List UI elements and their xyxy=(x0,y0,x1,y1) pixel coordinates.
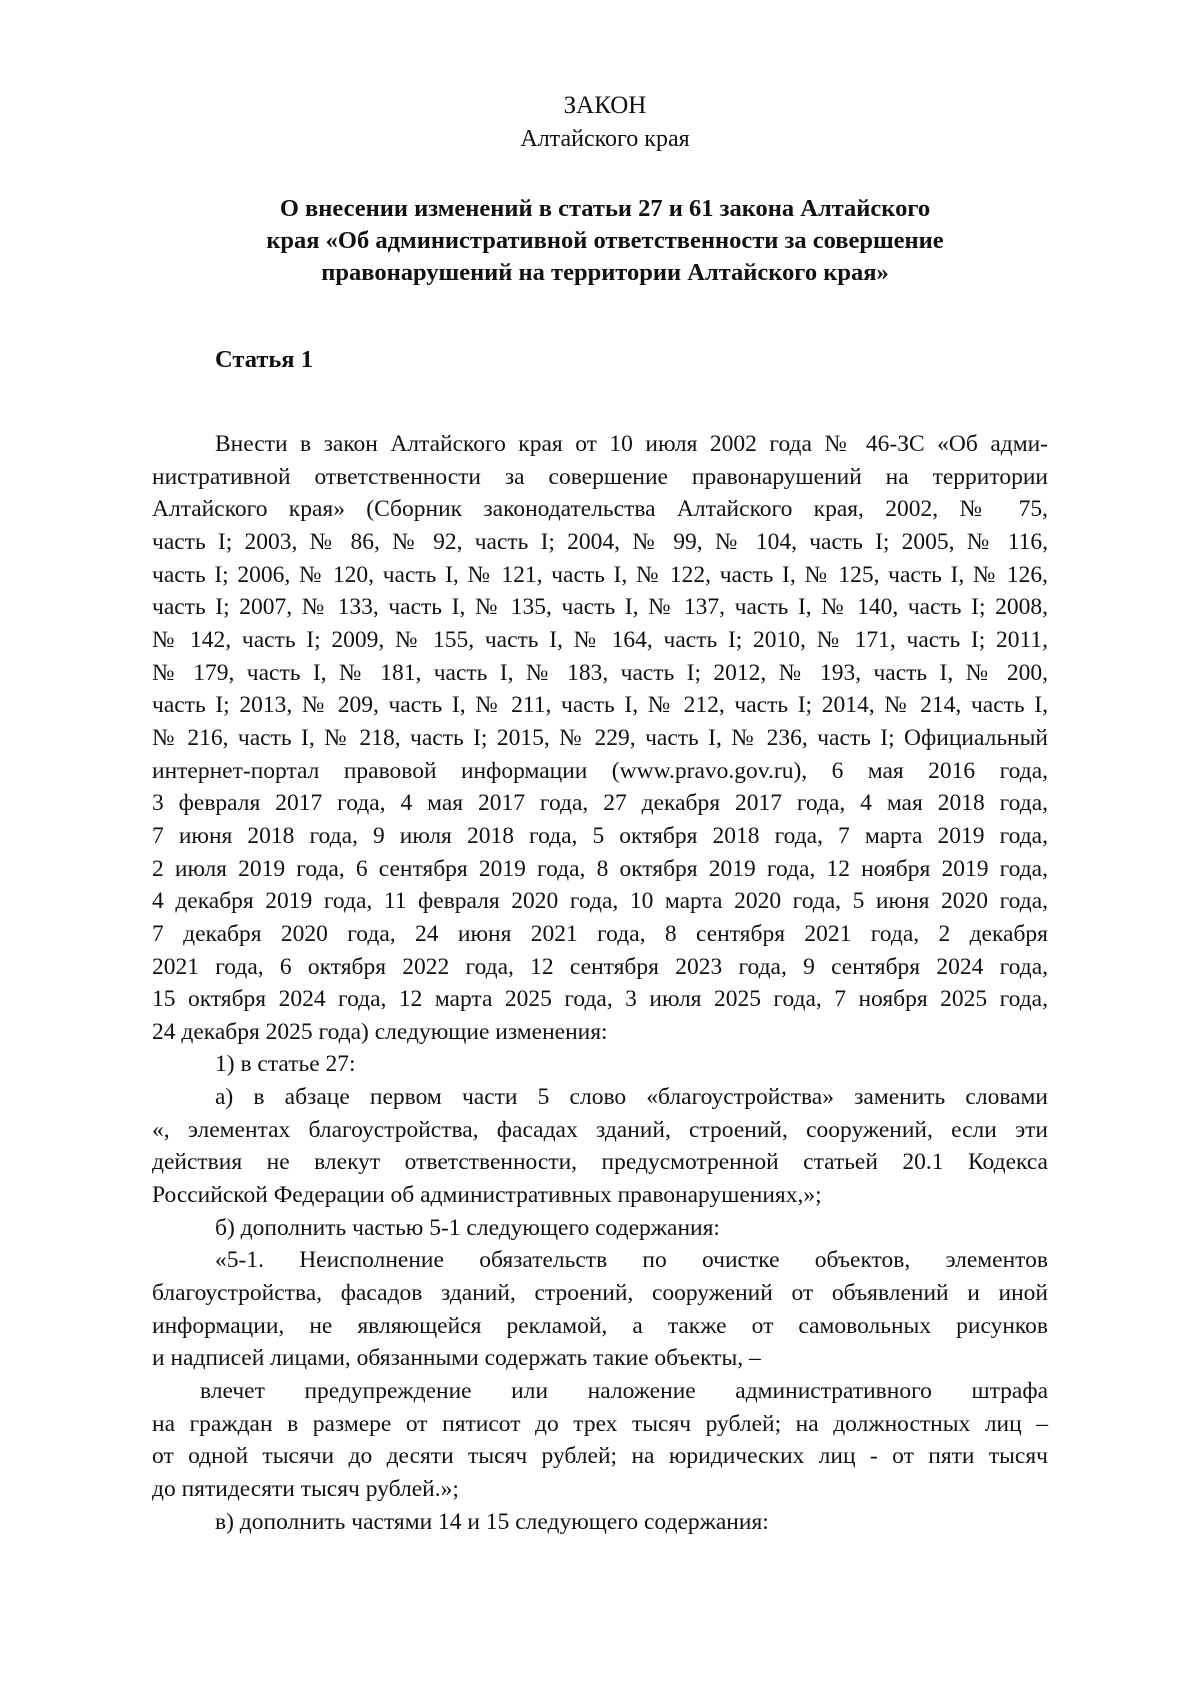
text-line: «5-1. Неисполнение обязательств по очистке объектов, элементов xyxy=(215,1247,1048,1274)
heading-line: О внесении изменений в статьи 27 и 61 закона Алтайского xyxy=(279,195,931,222)
text-line: № 216, часть I, № 218, часть I; 2015, № 229, часть I, № 236, часть I; Официальный xyxy=(152,724,1048,751)
article-title: Статья 1 xyxy=(215,346,313,373)
text-line: влечет предупреждение или наложение административного штрафа xyxy=(200,1378,1048,1405)
text-line: часть I; 2013, № 209, часть I, № 211, часть I, № 212, часть I; 2014, № 214, часть I, xyxy=(152,692,1048,719)
text-line: часть I; 2003, № 86, № 92, часть I; 2004, № 99, № 104, часть I; 2005, № 116, xyxy=(152,528,1048,555)
text-line: 2 июля 2019 года, 6 сентября 2019 года, 8 октября 2019 года, 12 ноября 2019 года, xyxy=(152,855,1048,882)
text-line: 24 декабря 2025 года) следующие изменения: xyxy=(152,1018,608,1045)
text-line: действия не влекут ответственности, предусмотренной статьей 20.1 Кодекса xyxy=(152,1149,1048,1176)
text-line: нистративной ответственности за совершение правонарушений на территории xyxy=(152,463,1048,490)
text-line: Внести в закон Алтайского края от 10 июля 2002 года № 46-ЗС «Об адми- xyxy=(215,431,1048,457)
text-line: 1) в статье 27: xyxy=(215,1051,356,1078)
text-line: 2021 года, 6 октября 2022 года, 12 сентября 2023 года, 9 сентября 2024 года, xyxy=(152,953,1048,980)
law-heading xyxy=(0,193,1200,289)
text-line: часть I; 2007, № 133, часть I, № 135, часть I, № 137, часть I, № 140, часть I; 2008, xyxy=(152,594,1048,621)
text-line: № 179, часть I, № 181, часть I, № 183, часть I; 2012, № 193, часть I, № 200, xyxy=(152,659,1048,686)
article-body xyxy=(152,428,1048,1538)
document-subtitle: Алтайского края xyxy=(520,126,690,152)
text-line: до пятидесяти тысяч рублей.»; xyxy=(152,1476,459,1502)
heading-line: края «Об административной ответственности за совершение xyxy=(266,227,944,254)
text-line: информации, не являющейся рекламой, а также от самовольных рисунков xyxy=(152,1312,1048,1339)
heading-line: правонарушений на территории Алтайского края» xyxy=(321,259,889,286)
text-line: б) дополнить частью 5-1 следующего содержания: xyxy=(215,1214,720,1241)
text-line: 3 февраля 2017 года, 4 мая 2017 года, 27 декабря 2017 года, 4 мая 2018 года, xyxy=(152,790,1048,817)
text-line: 7 декабря 2020 года, 24 июня 2021 года, 8 сентября 2021 года, 2 декабря xyxy=(152,920,1048,947)
text-line: 4 декабря 2019 года, 11 февраля 2020 года, 10 марта 2020 года, 5 июня 2020 года, xyxy=(152,888,1048,915)
text-line: а) в абзаце первом части 5 слово «благоустройства» заменить словами xyxy=(215,1084,1048,1111)
text-line: от одной тысячи до десяти тысяч рублей; на юридических лиц - от пяти тысяч xyxy=(152,1443,1048,1470)
text-line: 15 октября 2024 года, 12 марта 2025 года, 3 июля 2025 года, 7 ноября 2025 года, xyxy=(152,986,1048,1013)
document-title: ЗАКОН xyxy=(563,92,647,119)
text-line: часть I; 2006, № 120, часть I, № 121, часть I, № 122, часть I, № 125, часть I, № 126, xyxy=(152,561,1048,588)
text-line: интернет-портал правовой информации (www.pravo.gov.ru), 6 мая 2016 года, xyxy=(152,757,1048,784)
text-line: в) дополнить частями 14 и 15 следующего содержания: xyxy=(215,1508,769,1535)
text-line: № 142, часть I; 2009, № 155, часть I, № 164, часть I; 2010, № 171, часть I; 2011, xyxy=(152,626,1048,653)
text-line: благоустройства, фасадов зданий, строений, сооружений от объявлений и иной xyxy=(152,1280,1048,1307)
text-line: 7 июня 2018 года, 9 июля 2018 года, 5 октября 2018 года, 7 марта 2019 года, xyxy=(152,822,1048,849)
text-line: Российской Федерации об административных правонарушениях,»; xyxy=(152,1182,822,1209)
text-line: и надписей лицами, обязанными содержать такие объекты, – xyxy=(152,1345,761,1372)
text-line: «, элементах благоустройства, фасадах зданий, строений, сооружений, если эти xyxy=(152,1116,1048,1143)
text-line: на граждан в размере от пятисот до трех тысяч рублей; на должностных лиц – xyxy=(152,1410,1048,1437)
text-line: Алтайского края» (Сборник законодательства Алтайского края, 2002, № 75, xyxy=(152,496,1048,523)
